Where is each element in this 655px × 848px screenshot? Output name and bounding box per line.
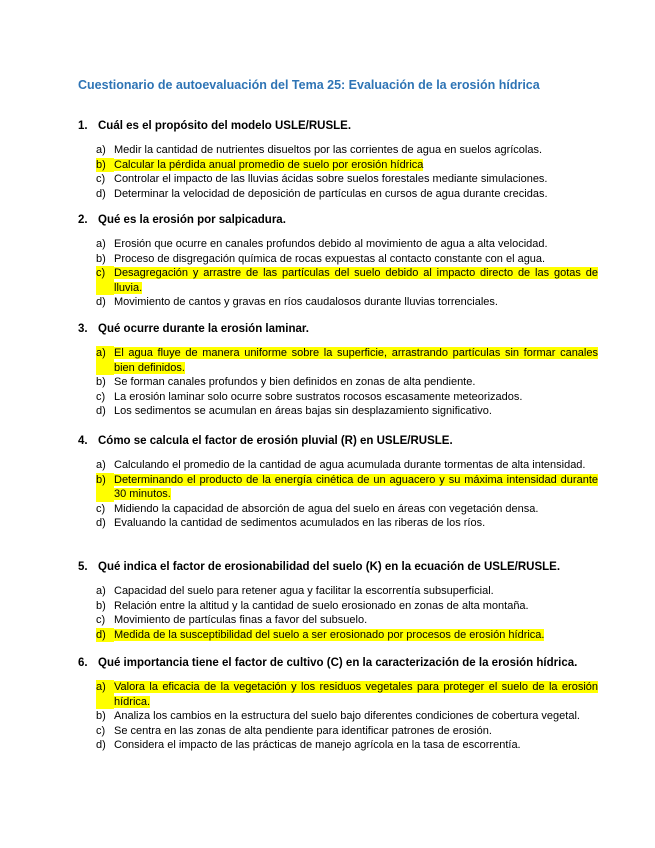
question-number: 6.: [78, 657, 88, 669]
question-text: Qué es la erosión por salpicadura.: [98, 214, 286, 226]
correct-answer-highlight: Determinando el producto de la energía cinética de un aguacero y su máxima intensidad durante 30 minutos.: [114, 473, 598, 500]
option-a: a) Medir la cantidad de nutrientes disueltos por las corrientes de agua en suelos agrícolas.: [96, 144, 543, 156]
option-d: d) Evaluando la cantidad de sedimentos acumulados en las riberas de los ríos.: [96, 517, 486, 529]
option-b: b) Calcular la pérdida anual promedio de suelo por erosión hídrica: [96, 158, 424, 171]
question-6: [78, 656, 598, 753]
question-text: Qué indica el factor de erosionabilidad del suelo (K) en la ecuación de USLE/RUSLE.: [98, 561, 561, 573]
question-text: Cómo se calcula el factor de erosión pluvial (R) en USLE/RUSLE.: [98, 435, 453, 447]
question-3: [78, 322, 598, 419]
option-c: c) Se centra en las zonas de alta pendiente para identificar patrones de erosión.: [96, 724, 492, 737]
correct-answer-highlight: Desagregación y arrastre de las partículas del suelo debido al impacto directo de las gotas de lluvia.: [114, 267, 598, 294]
question-number: 1.: [78, 120, 88, 132]
correct-answer-highlight: Medida de la susceptibilidad del suelo a ser erosionado por procesos de erosión hídrica.: [114, 628, 545, 641]
option-b: b) Se forman canales profundos y bien definidos en zonas de alta pendiente.: [96, 376, 476, 388]
option-d: d) Determinar la velocidad de deposición de partículas en cursos de agua durante crecidas.: [96, 187, 548, 200]
option-c: c) La erosión laminar solo ocurre sobre sustratos rocosos escasamente meteorizados.: [96, 390, 523, 403]
option-a: a) El agua fluye de manera uniforme sobre la superficie, arrastrando partículas sin formar canales bien definidos.: [96, 347, 598, 374]
question-number: 5.: [78, 561, 88, 573]
question-1: [78, 119, 598, 201]
question-heading: [78, 119, 598, 134]
option-d: d) Medida de la susceptibilidad del suelo a ser erosionado por procesos de erosión hídrica.: [96, 628, 545, 641]
option-b: b) Relación entre la altitud y la cantidad de suelo erosionado en zonas de alta montaña.: [96, 599, 529, 612]
question-text: Qué importancia tiene el factor de cultivo (C) en la caracterización de la erosión hídrica.: [98, 657, 578, 669]
option-b: b) Determinando el producto de la energía cinética de un aguacero y su máxima intensidad durante 30 minutos.: [96, 473, 598, 500]
option-c: c) Controlar el impacto de las lluvias ácidas sobre suelos forestales mediante simulaciones.: [96, 173, 548, 185]
question-5: [78, 560, 598, 642]
question-text: Cuál es el propósito del modelo USLE/RUSLE.: [98, 120, 352, 132]
option-d: d) Los sedimentos se acumulan en áreas bajas sin desplazamiento significativo.: [96, 405, 492, 417]
option-c: c) Movimiento de partículas finas a favor del subsuelo.: [96, 614, 368, 626]
correct-answer-highlight: Calcular la pérdida anual promedio de suelo por erosión hídrica: [114, 158, 424, 171]
correct-answer-highlight: Valora la eficacia de la vegetación y los residuos vegetales para proteger el suelo de la erosión hídrica.: [114, 681, 598, 708]
question-heading: [78, 560, 598, 575]
question-heading: [78, 213, 598, 228]
question-heading: [78, 322, 598, 337]
option-b: b) Analiza los cambios en la estructura del suelo bajo diferentes condiciones de cobertura vegetal.: [96, 710, 580, 722]
option-a: a) Capacidad del suelo para retener agua y facilitar la escorrentía subsuperficial.: [96, 585, 494, 597]
question-number: 3.: [78, 323, 88, 335]
question-2: [78, 213, 598, 310]
option-c: c) Desagregación y arrastre de las partículas del suelo debido al impacto directo de las gotas de lluvia.: [96, 267, 598, 294]
page-title: Cuestionario de autoevaluación del Tema 25: Evaluación de la erosión hídrica: [78, 78, 540, 92]
question-number: 4.: [78, 435, 88, 447]
question-heading: [78, 434, 598, 449]
question-text: Qué ocurre durante la erosión laminar.: [98, 323, 309, 335]
option-b: b) Proceso de disgregación química de rocas expuestas al contacto constante con el agua.: [96, 252, 546, 265]
question-heading: [78, 656, 598, 671]
option-a: a) Valora la eficacia de la vegetación y los residuos vegetales para proteger el suelo de la erosión hídrica.: [96, 681, 598, 708]
option-d: d) Considera el impacto de las prácticas de manejo agrícola en la tasa de escorrentía.: [96, 739, 521, 751]
question-4: [78, 434, 598, 531]
option-a: a) Calculando el promedio de la cantidad de agua acumulada durante tormentas de alta intensidad.: [96, 459, 586, 471]
option-c: c) Midiendo la capacidad de absorción de agua del suelo en áreas con vegetación densa.: [96, 502, 539, 515]
correct-answer-highlight: El agua fluye de manera uniforme sobre la superficie, arrastrando partículas sin formar canales bien definidos.: [114, 347, 598, 374]
option-a: a) Erosión que ocurre en canales profundos debido al movimiento de agua a alta velocidad.: [96, 238, 548, 250]
question-number: 2.: [78, 214, 88, 226]
option-d: d) Movimiento de cantos y gravas en ríos caudalosos durante lluvias torrenciales.: [96, 296, 498, 308]
